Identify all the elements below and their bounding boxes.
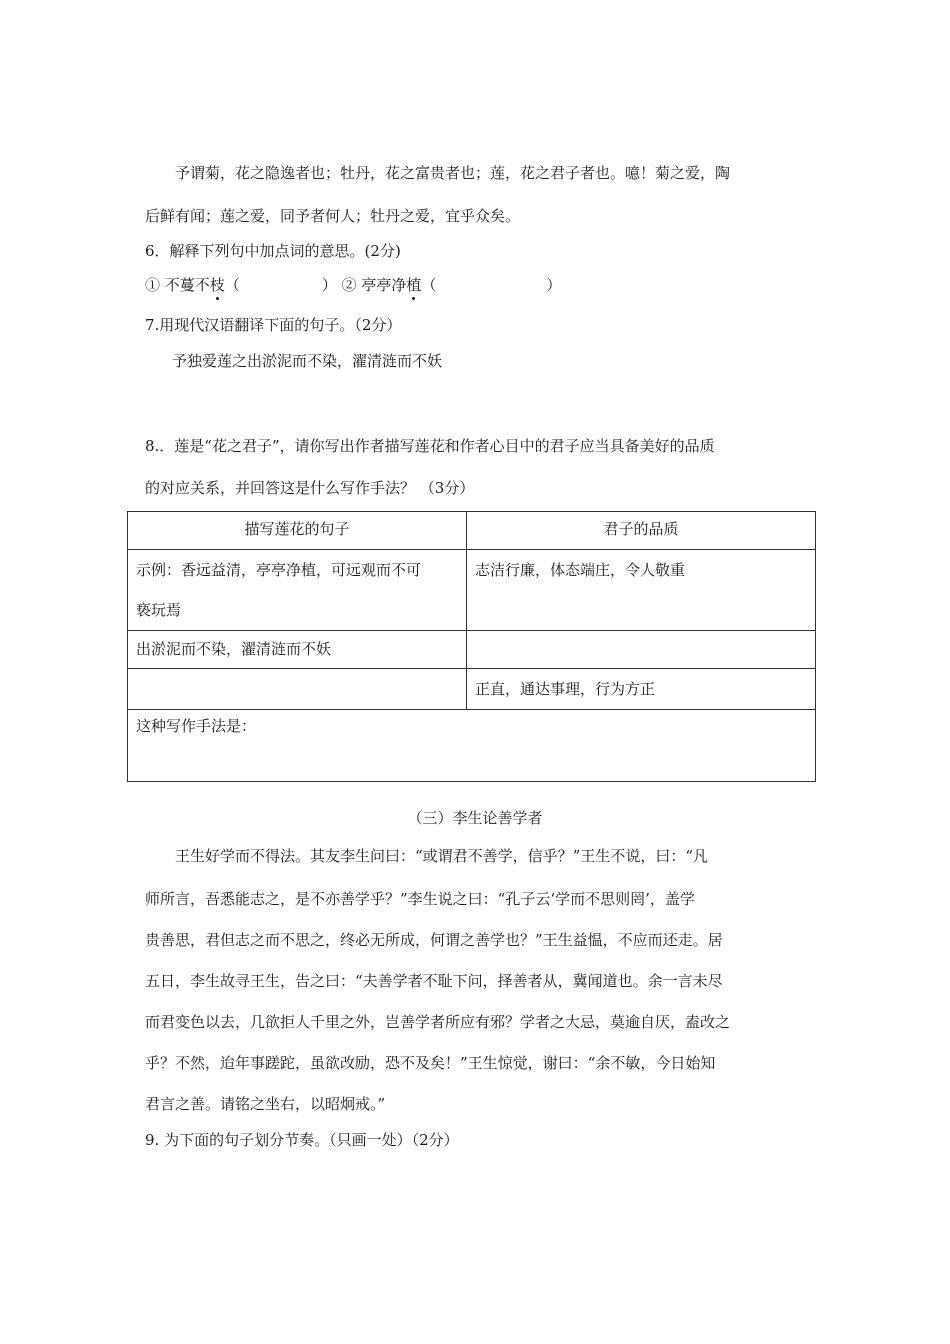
- passage-line: 予谓菊，花之隐逸者也；牡丹，花之富贵者也；莲，花之君子者也。噫！菊之爱，陶: [175, 164, 731, 182]
- comparison-table: [127, 511, 816, 782]
- question-8-prompt-line: 8.．莲是“花之君子”，请你写出作者描写莲花和作者心目中的君子应当具备美好的品质: [145, 437, 715, 455]
- passage-line: 后鲜有闻；莲之爱，同予者何人；牡丹之爱，宜乎众矣。: [145, 207, 521, 225]
- question-6-prompt: 6．解释下列句中加点词的意思。(2分): [145, 242, 401, 260]
- answer-cell[interactable]: [128, 669, 467, 710]
- passage-line: 贵善思，君但志之而不思之，终必无所成，何谓之善学也？”王生益愠，不应而还走。居: [145, 931, 723, 949]
- item-2-open: （: [421, 276, 437, 294]
- item-1-open: （: [224, 276, 240, 294]
- header-gentleman-quality: 君子的品质: [467, 512, 816, 550]
- question-8-prompt-line: 的对应关系，并回答这是什么写作手法？ （3分）: [145, 479, 475, 497]
- cell-text: 示例：香远益清，亭亭净植，可远观而不可: [136, 561, 422, 579]
- passage-line: 王生好学而不得法。其友李生问曰：“或谓君不善学，信乎？”王生不说，曰：“凡: [175, 847, 709, 865]
- cell-text: 亵玩焉: [136, 601, 182, 619]
- question-9-prompt: 9. 为下面的句子划分节奏。（只画一处）（2分）: [145, 1131, 459, 1149]
- passage-line: 乎？不然，迨年事蹉跎，虽欲改励，恐不及矣！”王生惊觉，谢曰：“余不敏，今日始知: [145, 1054, 716, 1072]
- item-1-prefix: ① 不蔓不: [145, 276, 210, 294]
- technique-answer-cell[interactable]: 这种写作手法是：: [128, 710, 816, 782]
- header-lotus-sentence: 描写莲花的句子: [128, 512, 467, 550]
- table-cell: [128, 550, 467, 631]
- table-cell: 志洁行廉，体态端庄，令人敬重: [467, 550, 816, 631]
- table-header-row: [128, 512, 816, 550]
- dotted-word-1: 枝: [209, 276, 225, 294]
- passage-line: 君言之善。请铭之坐右，以昭炯戒。”: [145, 1095, 386, 1113]
- passage-line: 五日，李生故寻王生，告之曰：“夫善学者不耻下问，择善者从，冀闻道也。余一言未尽: [145, 972, 723, 990]
- passage-line: 师所言，吾悉能志之，是不亦善学乎？”李生说之曰：“孔子云‘学而不思则罔’，盖学: [145, 890, 695, 908]
- table-row: [128, 710, 816, 782]
- dotted-word-2: 植: [406, 276, 422, 294]
- section-title: （三）李生论善学者: [407, 809, 543, 827]
- answer-cell[interactable]: [467, 631, 816, 669]
- item-2-prefix: ② 亭亭净: [341, 276, 407, 294]
- item-2-close: ）: [546, 276, 562, 294]
- question-7-sentence: 予独爱莲之出淤泥而不染，濯清涟而不妖: [172, 352, 443, 370]
- question-7-prompt: 7.用现代汉语翻译下面的句子。（2分）: [145, 316, 402, 334]
- table-row: [128, 669, 816, 710]
- item-1-close: ）: [321, 276, 337, 294]
- table-row: [128, 550, 816, 631]
- table-row: [128, 631, 816, 669]
- passage-line: 而君变色以去，几欲拒人千里之外，岂善学者所应有邪？学者之大忌，莫逾自厌，盍改之: [145, 1013, 731, 1031]
- table-cell: 出淤泥而不染，濯清涟而不妖: [128, 631, 467, 669]
- table-cell: 正直，通达事理，行为方正: [467, 669, 816, 710]
- question-6-items: [145, 275, 561, 295]
